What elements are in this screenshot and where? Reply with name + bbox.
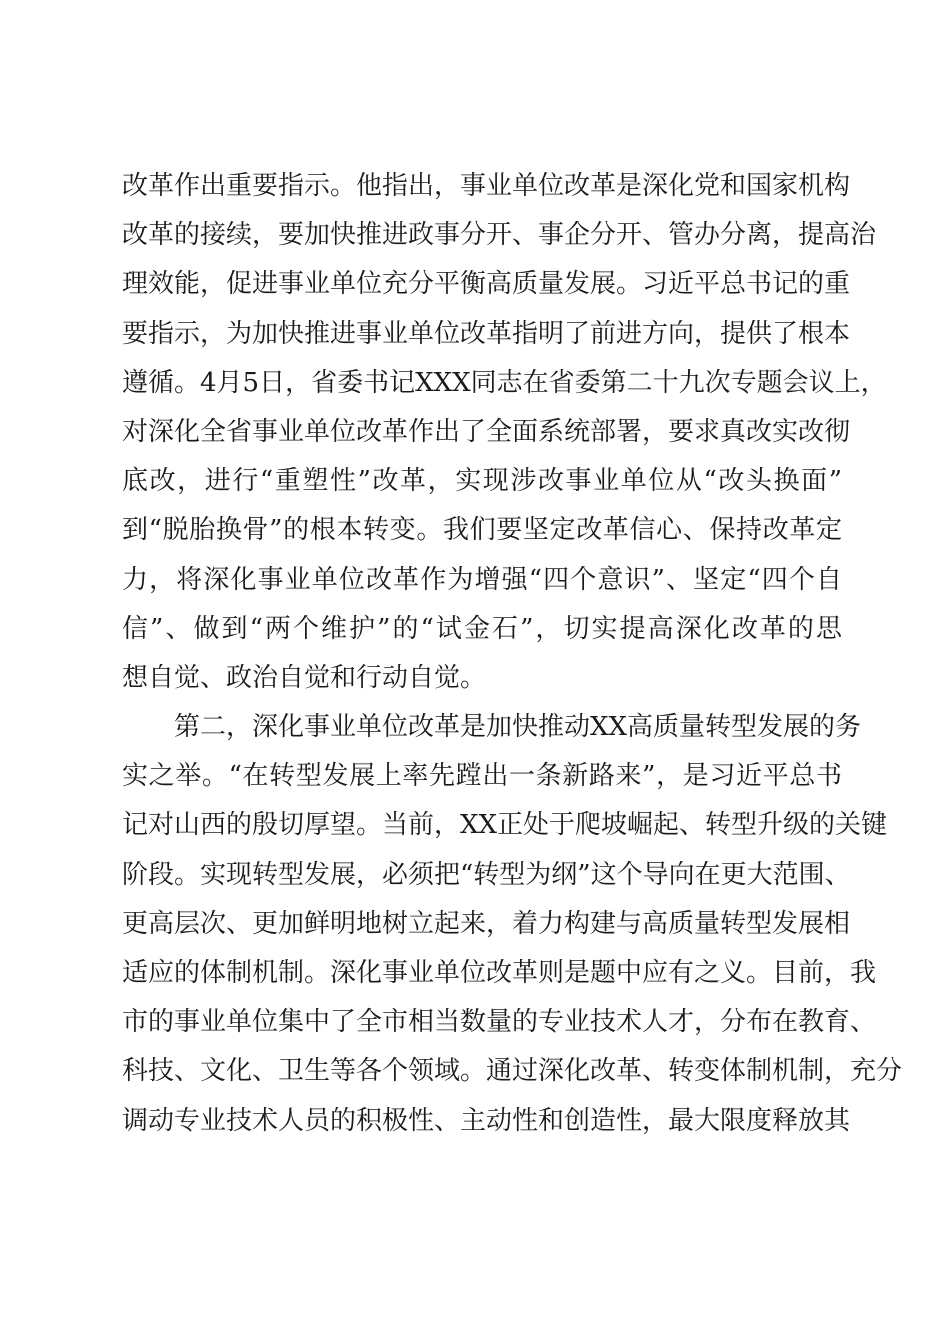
- text-line: 更高层次、更加鲜明地树立起来，着力构建与高质量转型发展相: [122, 908, 851, 939]
- text-line: 力，将深化事业单位改革作为增强“四个意识”、坚定“四个自: [122, 564, 842, 595]
- text-line: 信”、做到“两个维护”的“试金石”，切实提高深化改革的思: [122, 613, 842, 644]
- paragraph-end-line: 想自觉、政治自觉和行动自觉。: [122, 662, 487, 693]
- text-line: 适应的体制机制。深化事业单位改革则是题中应有之义。目前，我: [122, 958, 877, 988]
- text-line: 到“脱胎换骨”的根本转变。我们要坚定改革信心、保持改革定: [122, 515, 842, 546]
- text-line: 要指示，为加快推进事业单位改革指明了前进方向，提供了根本: [122, 318, 851, 349]
- text-line: 阶段。实现转型发展，必须把“转型为纲”这个导向在更大范围、: [122, 859, 851, 890]
- body-text: [122, 162, 903, 1146]
- text-line: 实之举。“在转型发展上率先蹚出一条新路来”，是习近平总书: [122, 761, 842, 792]
- text-line: 科技、文化、卫生等各个领域。通过深化改革、转变体制机制，充分: [122, 1056, 903, 1087]
- text-line: 改革作出重要指示。他指出，事业单位改革是深化党和国家机构: [122, 171, 851, 201]
- text-line: 调动专业技术人员的积极性、主动性和创造性，最大限度释放其: [122, 1105, 851, 1136]
- text-line: 理效能，促进事业单位充分平衡高质量发展。习近平总书记的重: [122, 269, 851, 300]
- text-line: 记对山西的殷切厚望。当前，XX正处于爬坡崛起、转型升级的关键: [122, 810, 888, 841]
- text-line: 对深化全省事业单位改革作出了全面系统部署，要求真改实改彻: [122, 416, 851, 447]
- text-line: 遵循。4月5日，省委书记XXX同志在省委第二十九次专题会议上，: [122, 367, 887, 398]
- paragraph-first-line: 第二，深化事业单位改革是加快推动XX高质量转型发展的务: [174, 712, 862, 743]
- text-line: 市的事业单位集中了全市相当数量的专业技术人才，分布在教育、: [122, 1007, 877, 1038]
- text-line: 改革的接续，要加快推进政事分开、事企分开、管办分离，提高治: [122, 220, 877, 251]
- text-line: 底改，进行“重塑性”改革，实现涉改事业单位从“改头换面”: [122, 466, 842, 497]
